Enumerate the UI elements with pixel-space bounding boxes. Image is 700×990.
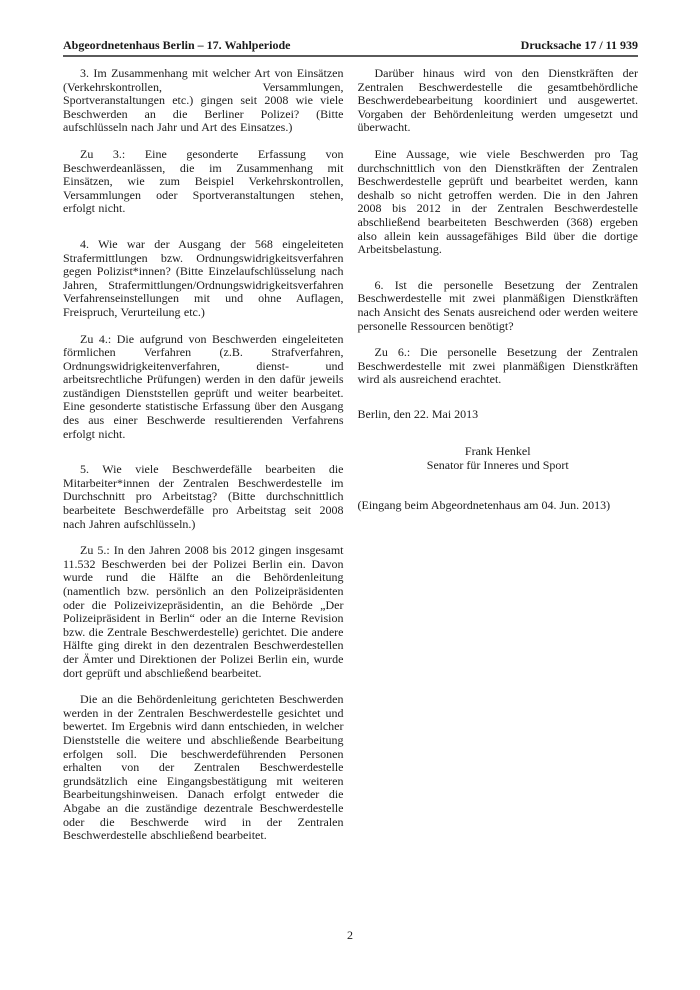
paragraph-question-4: 4. Wie war der Ausgang der 568 eingeleiteten Strafermittlungen bzw. Ordnungswidrigkeitsverfahren gegen Polizist*innen? (Bitte Einzelaufschlüsselung nach Jahren, Strafermittlungen/Ordnungswidrigkeitsverfahren Verfahrenseinstellungen mit und ohne Auflagen, Freispruch, Verurteilung etc.) — [63, 236, 344, 319]
paragraph-answer-5-continued-3: Eine Aussage, wie viele Beschwerden pro Tag durchschnittlich von den Dienstkräften der Zentralen Beschwerdestelle geprüft und bearbeitet werden, kann deshalb so nicht getroffen werden. Die in den Jahren 2008 bis 2012 in der Zentralen Beschwerdestelle abschließend bearbeiteten Beschwerden (368) ergeben also allein kein aussagefähiges Bild über die dortige Arbeitsbelastung. — [357, 146, 638, 257]
page-footer — [0, 928, 700, 942]
text-columns — [63, 67, 638, 843]
paragraph-answer-4: Zu 4.: Die aufgrund von Beschwerden eingeleiteten förmlichen Verfahren (z.B. Strafverfahren, Ordnungswidrigkeitenverfahren, dienst- und arbeitsrechtliche Prüfungen) werden in den dafür jeweils zuständigen Dienststellen geprüft und weiter bearbeitet. Eine gesonderte statistische Erfassung über den Ausgang des aus einer Beschwerde resultierenden Verfahrens erfolgt nicht. — [63, 331, 344, 441]
signature-title: Senator für Inneres und Sport — [426, 458, 569, 473]
header-document-number: Drucksache 17 / 11 939 — [520, 38, 638, 52]
signature-name: Frank Henkel — [464, 444, 531, 459]
header-journal-title: Abgeordnetenhaus Berlin – 17. Wahlperiode — [63, 38, 291, 52]
page-header — [63, 39, 638, 52]
left-column — [63, 67, 344, 843]
date-line: Berlin, den 22. Mai 2013 — [357, 406, 479, 421]
paragraph-question-6: 6. Ist die personelle Besetzung der Zentralen Beschwerdestelle mit zwei planmäßigen Dienstkräften nach Ansicht des Senats ausreichend oder werden weitere personelle Ressourcen benötigt? — [357, 277, 638, 333]
header-rule — [63, 55, 638, 57]
paragraph-question-5: 5. Wie viele Beschwerdefälle bearbeiten die Mitarbeiter*innen der Zentralen Beschwerdestelle im Durchschnitt pro Arbeitstag? (Bitte durchschnittlich bearbeitete Beschwerdefälle pro Arbeitstag seit 2008 nach Jahren aufschlüsseln.) — [63, 462, 344, 531]
paragraph-answer-3: Zu 3.: Eine gesonderte Erfassung von Beschwerdeanlässen, die im Zusammenhang mit Einsätzen, wie zum Beispiel Verkehrskontrollen, Versammlungen oder Sportveranstaltungen stehen, erfolgt nicht. — [63, 146, 344, 216]
paragraph-question-3: 3. Im Zusammenhang mit welcher Art von Einsätzen (Verkehrskontrollen, Versammlungen, Sportveranstaltungen etc.) gingen seit 2008 wie viele Beschwerden an die Berliner Polizei? (Bitte aufschlüsseln nach Jahr und Art des Einsatzes.) — [63, 66, 344, 135]
paragraph-answer-5-continued: Die an die Behördenleitung gerichteten Beschwerden werden in der Zentralen Beschwerdestelle gesichtet und bewertet. Im Ergebnis wird dann entschieden, in welcher Dienststelle die weitere und abschließende Bearbeitung erfolgen soll. Die beschwerdeführenden Personen erhalten von der Zentralen Beschwerdestelle grundsätzlich eine Eingangsbestätigung mit weiteren Bearbeitungshinweisen. Danach erfolgt entweder die Abgabe an die zuständige dezentrale Beschwerdestelle oder die Beschwerde wird in der Zentralen Beschwerdestelle abschließend bearbeitet. — [63, 692, 344, 843]
right-column — [358, 67, 639, 843]
paragraph-answer-6: Zu 6.: Die personelle Besetzung der Zentralen Beschwerdestelle mit zwei planmäßigen Dienstkräften wird als ausreichend erachtet. — [357, 345, 638, 387]
page-number: 2 — [347, 928, 353, 942]
paragraph-answer-5: Zu 5.: In den Jahren 2008 bis 2012 gingen insgesamt 11.532 Beschwerden bei der Polizei Berlin ein. Davon wurde rund die Hälfte an die Behördenleitung (namentlich bzw. persönlich an den Polizeipräsidenten oder die Polizeivizepräsidentin, an die Behörde „Der Polizeipräsident in Berlin“ oder an die Interne Revision bzw. die Zentrale Beschwerdestelle) gerichtet. Die andere Hälfte ging direkt in den dezentralen Beschwerdestellen der Ämter und Direktionen der Polizei Berlin ein, wurde dort geprüft und abschließend bearbeitet. — [63, 543, 344, 680]
paragraph-answer-5-continued-2: Darüber hinaus wird von den Dienstkräften der Zentralen Beschwerdestelle die gesamtbehördliche Beschwerdebearbeitung koordiniert und ausgewertet. Vorgaben der Behördenleitung werden umgesetzt und überwacht. — [357, 66, 638, 135]
signature-block — [358, 445, 639, 472]
receipt-note: (Eingang beim Abgeordnetenhaus am 04. Jun. 2013) — [357, 497, 611, 512]
